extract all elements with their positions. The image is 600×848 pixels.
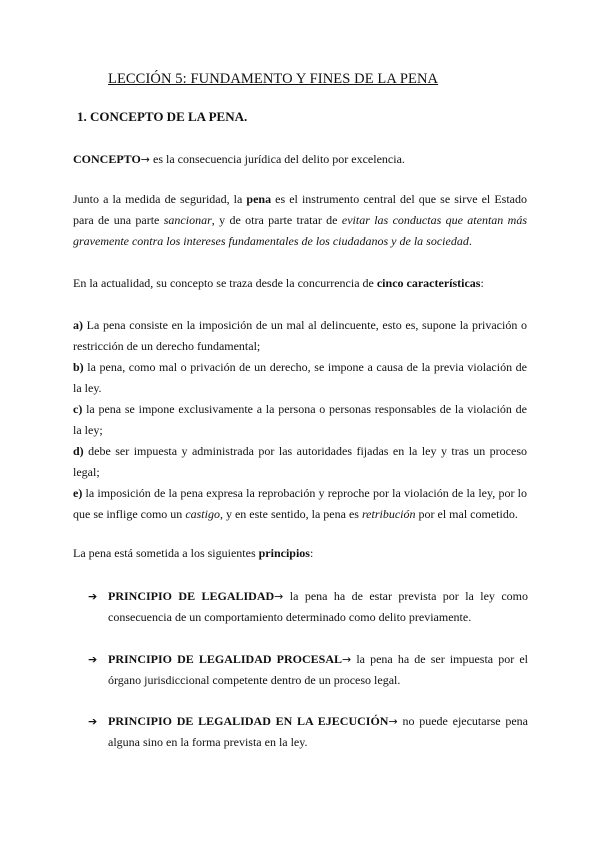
principio-term: PRINCIPIO DE LEGALIDAD [108,589,275,603]
principio-text: consecuencia de un comportamiento determinado como delito previamente. [108,610,472,624]
concepto-text: es la consecuencia jurídica del delito por excelencia. [150,152,405,166]
list-item-text: la pena se impone exclusivamente a la persona o personas responsables de la violación de [82,402,527,416]
text-run: para de una parte [73,213,164,227]
arrow-glyph: → [342,653,352,666]
arrow-bullet-icon: ➔ [88,590,98,603]
list-item-text: la ley. [73,381,102,395]
italic-term: retribución [361,507,416,521]
list-marker: b) [73,360,84,374]
arrow-bullet-icon: ➔ [88,715,98,728]
text-run: La pena está sometida a los siguientes [73,546,259,560]
concepto-term: CONCEPTO [73,152,141,166]
bold-term: principios [258,546,310,560]
principio-term: PRINCIPIO DE LEGALIDAD PROCESAL [108,652,343,666]
list-item-text: por el mal cometido. [415,507,518,521]
principio-text: la pena ha de ser impuesta por el [351,652,529,666]
list-item-text: La pena consiste en la imposición de un mal al delincuente, esto es, supone la privación o [83,318,527,332]
principios-intro [73,543,527,564]
text-run: : [309,546,314,560]
list-item-text: la pena, como mal o privación de un derecho, se impone a causa de la previa violación de [83,360,527,374]
text-run: En la actualidad, su concepto se traza desde la concurrencia de [73,276,377,290]
bold-term: pena [246,192,272,206]
italic-term: evitar las conductas que atentan más [341,213,527,227]
principio-term: PRINCIPIO DE LEGALIDAD EN LA EJECUCIÓN [108,714,389,728]
list-item-text: debe ser impuesta y administrada por las autoridades fijadas en la ley y tras un proceso [83,444,527,458]
principio-text: no puede ejecutarse pena [397,714,528,728]
list-item-text: que se inflige como un [73,507,186,521]
text-run: : [480,276,484,290]
italic-term: sancionar [163,213,212,227]
text-run: . [468,234,472,248]
text-run: es el instrumento central del que se sirve el Estado [271,192,527,206]
list-item-text: , y en este sentido, la pena es [219,507,362,521]
list-marker: d) [73,444,84,458]
arrow-bullet-icon: ➔ [88,653,98,666]
document-title: LECCIÓN 5: FUNDAMENTO Y FINES DE LA PENA [108,71,439,87]
bold-term: cinco características [376,276,481,290]
arrow-glyph: → [140,153,151,166]
principio-text: alguna sino en la forma prevista en la ley. [108,735,308,749]
pena-paragraph [73,189,527,252]
principio-text: la pena ha de estar prevista por la ley como [283,589,528,603]
concepto-paragraph [73,149,527,170]
italic-term: castigo [185,507,220,521]
section-heading: 1. CONCEPTO DE LA PENA. [77,109,248,124]
list-marker: e) [73,486,83,500]
text-run: Junto a la medida de seguridad, la [73,192,247,206]
principio-text: órgano jurisdiccional competente dentro de un proceso legal. [108,673,401,687]
list-marker: a) [73,318,83,332]
arrow-glyph: → [388,715,398,728]
arrow-glyph: → [274,590,284,603]
caracteristicas-list [73,315,527,525]
caracteristicas-paragraph [73,273,527,294]
list-marker: c) [73,402,83,416]
list-item-text: legal; [73,465,100,479]
list-item-text: la imposición de la pena expresa la reprobación y reproche por la violación de la ley, por lo [82,486,527,500]
list-item-text: restricción de un derecho fundamental; [73,339,261,353]
list-item-text: la ley; [73,423,103,437]
text-run: , y de otra parte tratar de [211,213,342,227]
italic-term: gravemente contra los intereses fundamentales de los ciudadanos y de la sociedad [73,234,469,248]
